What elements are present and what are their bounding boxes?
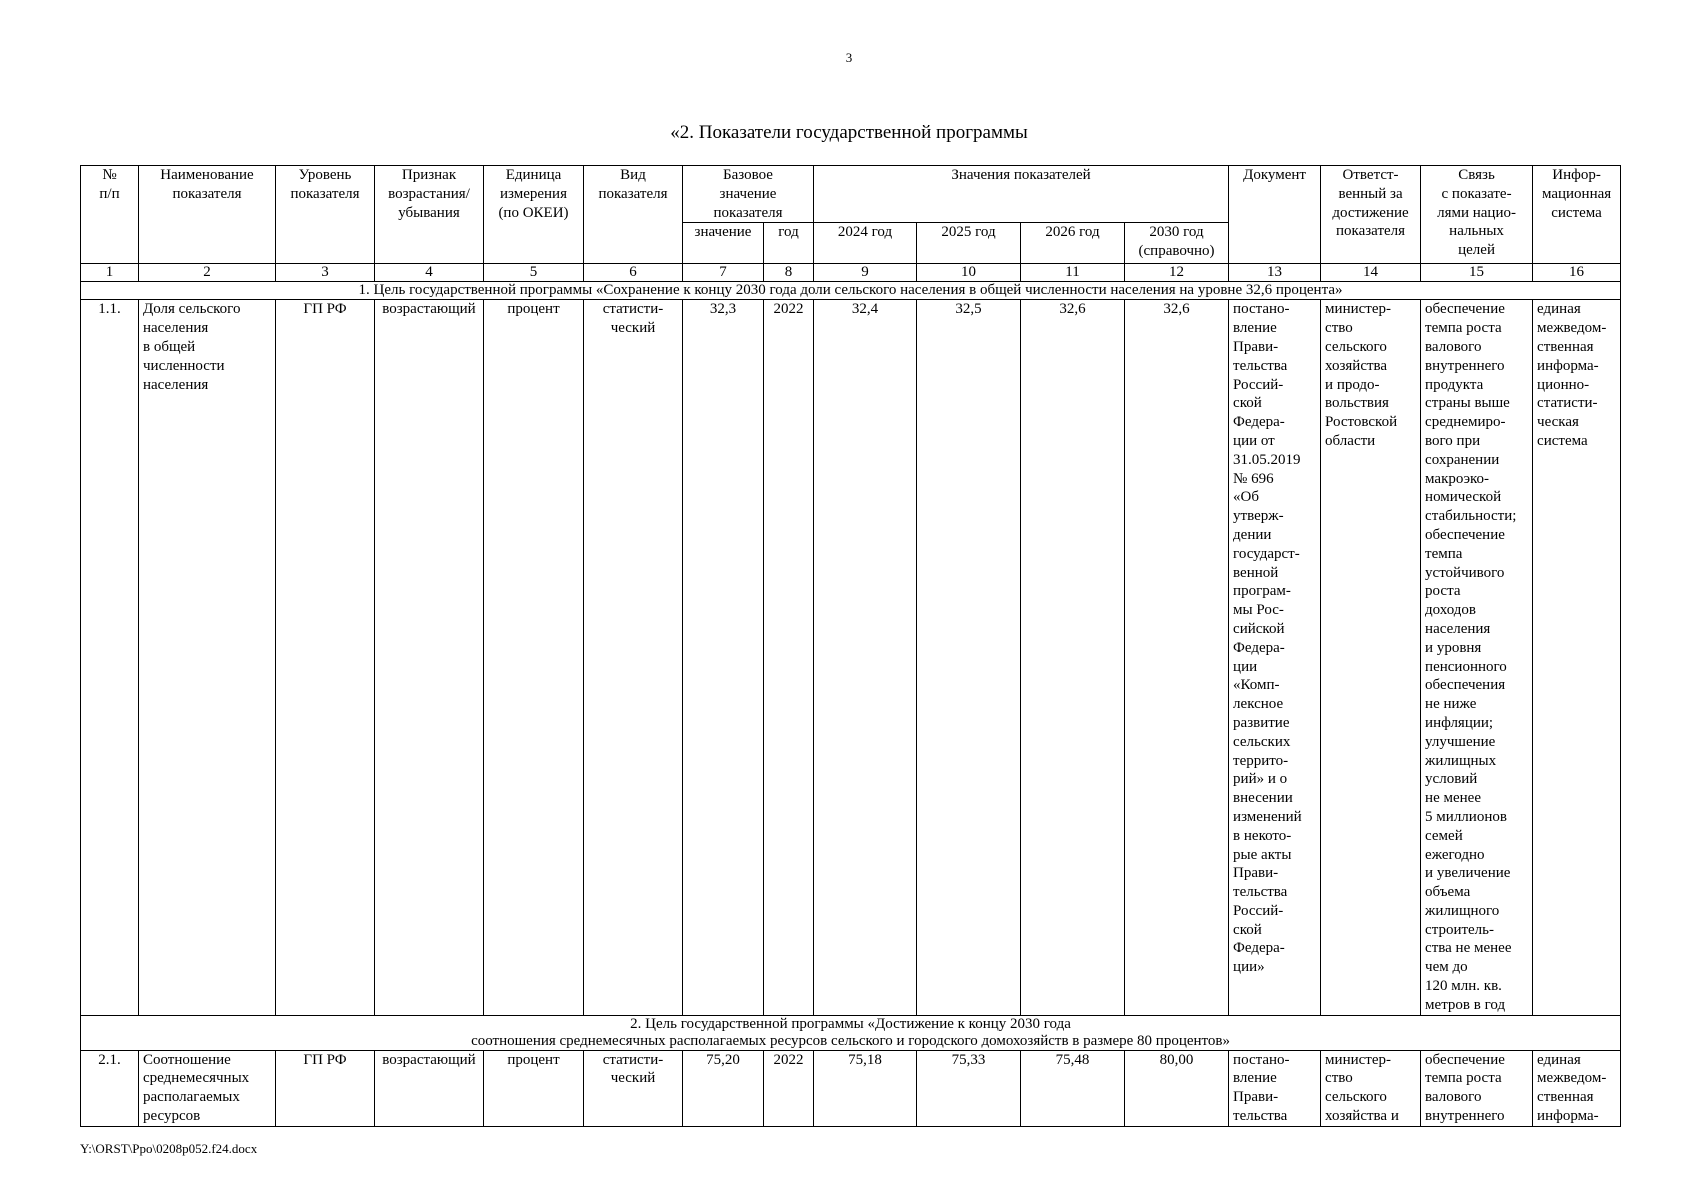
header-unit: Единица измерения (по ОКЕИ): [484, 166, 584, 264]
column-number: 10: [917, 264, 1021, 282]
column-number: 4: [375, 264, 484, 282]
header-name: Наименование показателя: [139, 166, 276, 264]
column-number: 15: [1421, 264, 1533, 282]
column-number: 3: [276, 264, 375, 282]
document-text: постано- вление Прави- тельства: [1229, 1050, 1321, 1126]
column-number: 2: [139, 264, 276, 282]
indicator-unit: процент: [484, 300, 584, 1015]
national-goals-link-text: обеспечение темпа роста валового внутреннего: [1421, 1050, 1533, 1126]
column-number: 5: [484, 264, 584, 282]
header-base-group: Базовое значение показателя: [683, 166, 814, 223]
base-value: 75,20: [683, 1050, 764, 1126]
indicator-level: ГП РФ: [276, 300, 375, 1015]
column-number: 16: [1533, 264, 1621, 282]
header-system: Инфор- мационная система: [1533, 166, 1621, 264]
value-2024: 75,18: [814, 1050, 917, 1126]
indicators-table: [80, 165, 1621, 1127]
base-year: 2022: [764, 1050, 814, 1126]
column-numbers-row: [81, 264, 1621, 282]
header-base-value: значение: [683, 223, 764, 264]
column-number: 9: [814, 264, 917, 282]
row-number: 1.1.: [81, 300, 139, 1015]
goal-2-text: 2. Цель государственной программы «Достижение к концу 2030 года соотношения среднемесячных располагаемых ресурсов сельского и городского домохозяйств в размере 80 процентов»: [81, 1015, 1621, 1050]
indicator-level: ГП РФ: [276, 1050, 375, 1126]
page-number: 3: [845, 50, 853, 65]
goal-row: [81, 282, 1621, 300]
header-2024: 2024 год: [814, 223, 917, 264]
information-system-text: единая межведом- ственная информа- ционно- статисти- ческая система: [1533, 300, 1621, 1015]
header-2026: 2026 год: [1021, 223, 1125, 264]
header-level: Уровень показателя: [276, 166, 375, 264]
information-system-text: единая межведом- ственная информа-: [1533, 1050, 1621, 1126]
responsible-text: министер- ство сельского хозяйства и продо- вольствия Ростовской области: [1321, 300, 1421, 1015]
goal-row: [81, 1015, 1621, 1050]
column-number: 1: [81, 264, 139, 282]
column-number: 11: [1021, 264, 1125, 282]
header-values-group: Значения показателей: [814, 166, 1229, 223]
value-2026: 75,48: [1021, 1050, 1125, 1126]
column-number: 13: [1229, 264, 1321, 282]
value-2030: 80,00: [1125, 1050, 1229, 1126]
value-2024: 32,4: [814, 300, 917, 1015]
row-number: 2.1.: [81, 1050, 139, 1126]
indicator-type: статисти- ческий: [584, 1050, 683, 1126]
value-2026: 32,6: [1021, 300, 1125, 1015]
header-row: [81, 166, 1621, 223]
header-2025: 2025 год: [917, 223, 1021, 264]
header-link: Связь с показате- лями нацио- нальных целей: [1421, 166, 1533, 264]
column-number: 8: [764, 264, 814, 282]
header-document: Документ: [1229, 166, 1321, 264]
indicator-name: Доля сельского населения в общей численности населения: [139, 300, 276, 1015]
file-path: Y:\ORST\Ppo\0208p052.f24.docx: [80, 1141, 258, 1156]
indicator-sign: возрастающий: [375, 300, 484, 1015]
header-num: № п/п: [81, 166, 139, 264]
section-title: «2. Показатели государственной программы: [670, 122, 1028, 143]
indicator-sign: возрастающий: [375, 1050, 484, 1126]
column-number: 12: [1125, 264, 1229, 282]
value-2030: 32,6: [1125, 300, 1229, 1015]
column-number: 6: [584, 264, 683, 282]
header-base-year: год: [764, 223, 814, 264]
national-goals-link-text: обеспечение темпа роста валового внутреннего продукта страны выше среднемиро- вого при сохранении макроэко- номической стабильности; обеспечение темпа устойчивого роста доходов населения и уровня пенсионного обеспечения не ниже инфляции; улучшение жилищных условий не менее 5 миллионов семей ежегодно и увеличение объема жилищного строитель- ства не менее чем до 120 млн. кв. метров в год: [1421, 300, 1533, 1015]
table-row: [81, 300, 1621, 1015]
indicator-name: Соотношение среднемесячных располагаемых ресурсов: [139, 1050, 276, 1126]
indicator-unit: процент: [484, 1050, 584, 1126]
value-2025: 75,33: [917, 1050, 1021, 1126]
header-2030: 2030 год (справочно): [1125, 223, 1229, 264]
value-2025: 32,5: [917, 300, 1021, 1015]
responsible-text: министер- ство сельского хозяйства и: [1321, 1050, 1421, 1126]
table-row: [81, 1050, 1621, 1126]
column-number: 14: [1321, 264, 1421, 282]
base-year: 2022: [764, 300, 814, 1015]
base-value: 32,3: [683, 300, 764, 1015]
header-responsible: Ответст- венный за достижение показателя: [1321, 166, 1421, 264]
indicator-type: статисти- ческий: [584, 300, 683, 1015]
column-number: 7: [683, 264, 764, 282]
document-text: постано- вление Прави- тельства Россий- ской Федера- ции от 31.05.2019 № 696 «Об утверж- дении государст- венной програм- мы Рос- сийской Федера- ции «Комп- лексное развитие сельских террито- рий» и о внесении изменений в некото- рые акты Прави- тельства Россий- ской Федера- ции»: [1229, 300, 1321, 1015]
header-sign: Признак возрастания/ убывания: [375, 166, 484, 264]
header-type: Вид показателя: [584, 166, 683, 264]
goal-1-text: 1. Цель государственной программы «Сохранение к концу 2030 года доли сельского населения в общей численности населения на уровне 32,6 процента»: [81, 282, 1621, 300]
